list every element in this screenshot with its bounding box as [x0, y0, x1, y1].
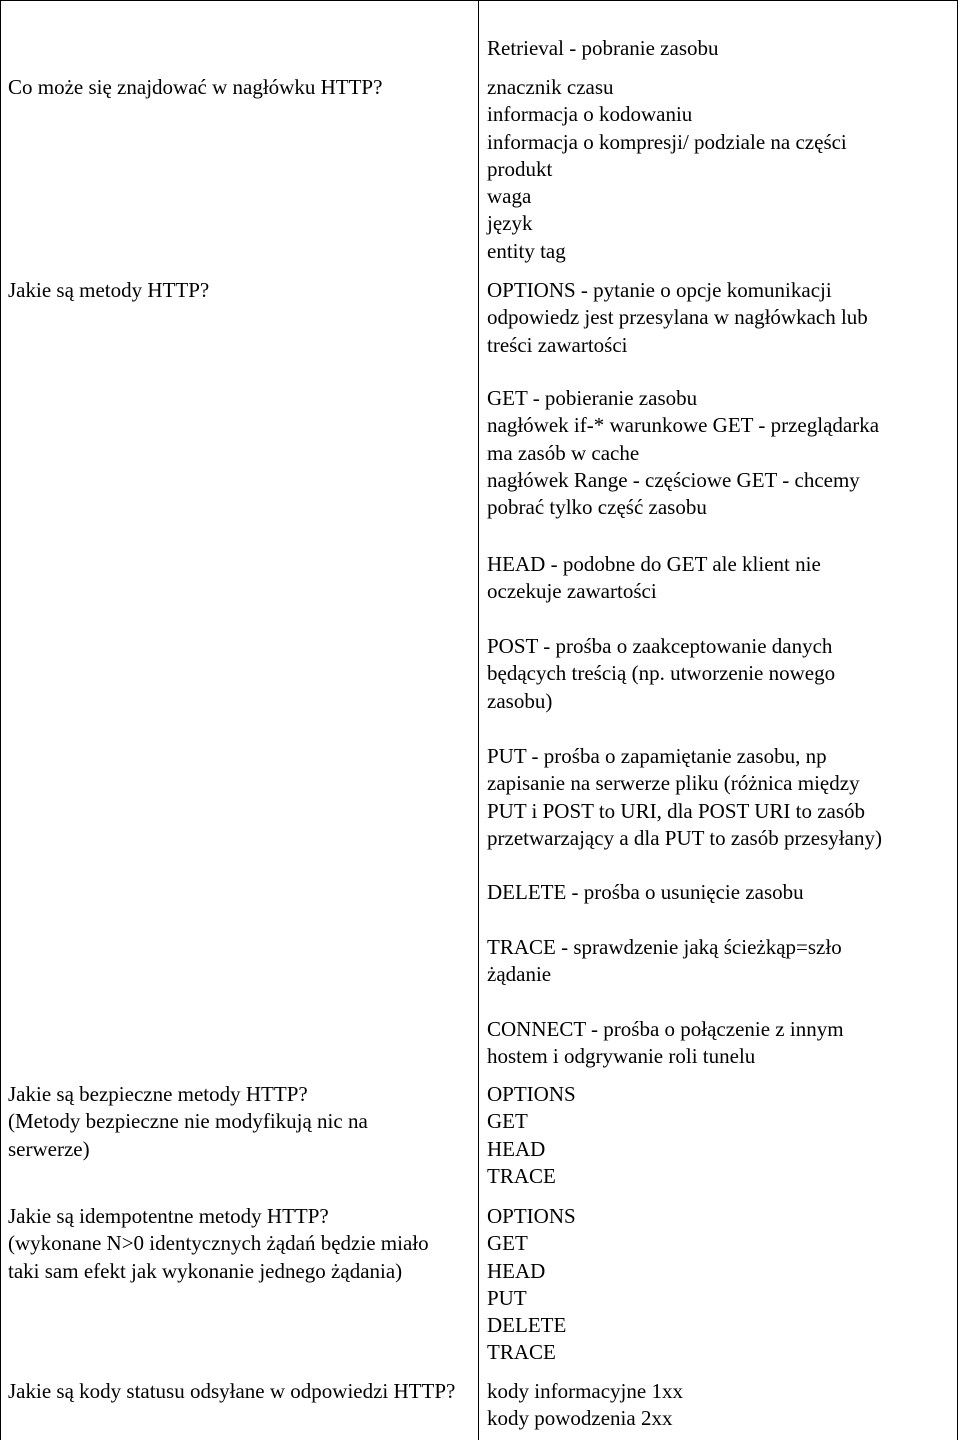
answer-put: PUT - prośba o zapamiętanie zasobu, np zapisanie na serwerze pliku (różnica między PUT i POST to URI, dla POST URI to zasób przetwarzający a dla PUT to zasób przesyłany) [487, 744, 882, 850]
answer-head: HEAD - podobne do GET ale klient nie oczekuje zawartości [487, 552, 821, 604]
question-idempotent-methods: Jakie są idempotentne metody HTTP? (wykonane N>0 identycznych żądań będzie miało taki sam efekt jak wykonanie jednego żądania) [8, 1204, 429, 1283]
table-border-left [0, 0, 1, 1440]
answer-header-items: znacznik czasu informacja o kodowaniu informacja o kompresji/ podziale na części produkt waga język entity tag [487, 75, 847, 263]
answer-status-codes: kody informacyjne 1xx kody powodzenia 2xx [487, 1379, 683, 1431]
question-status-codes: Jakie są kody statusu odsyłane w odpowiedzi HTTP? [8, 1379, 456, 1403]
question-http-methods: Jakie są metody HTTP? [8, 278, 210, 302]
table-column-divider [478, 0, 479, 1440]
answer-get: GET - pobieranie zasobu nagłówek if-* warunkowe GET - przeglądarka ma zasób w cache nagłówek Range - częściowe GET - chcemy pobrać tylko część zasobu [487, 386, 880, 520]
answer-post: POST - prośba o zaakceptowanie danych będących treścią (np. utworzenie nowego zasobu) [487, 634, 836, 713]
table-border-top [0, 0, 958, 1]
answer-delete: DELETE - prośba o usunięcie zasobu [487, 880, 804, 904]
question-safe-methods: Jakie są bezpieczne metody HTTP? (Metody bezpieczne nie modyfikują nic na serwerze) [8, 1082, 368, 1161]
table-border-right [957, 0, 958, 1440]
answer-retrieval-title: Retrieval - pobranie zasobu [487, 36, 719, 60]
answer-safe-methods: OPTIONS GET HEAD TRACE [487, 1082, 576, 1188]
answer-connect: CONNECT - prośba o połączenie z innym hostem i odgrywanie roli tunelu [487, 1017, 844, 1069]
answer-trace: TRACE - sprawdzenie jaką ścieżkąp=szło żądanie [487, 935, 842, 987]
answer-idempotent-methods: OPTIONS GET HEAD PUT DELETE TRACE [487, 1204, 576, 1365]
question-http-header: Co może się znajdować w nagłówku HTTP? [8, 75, 383, 99]
answer-options: OPTIONS - pytanie o opcje komunikacji odpowiedz jest przesylana w nagłówkach lub treści zawartości [487, 278, 868, 357]
